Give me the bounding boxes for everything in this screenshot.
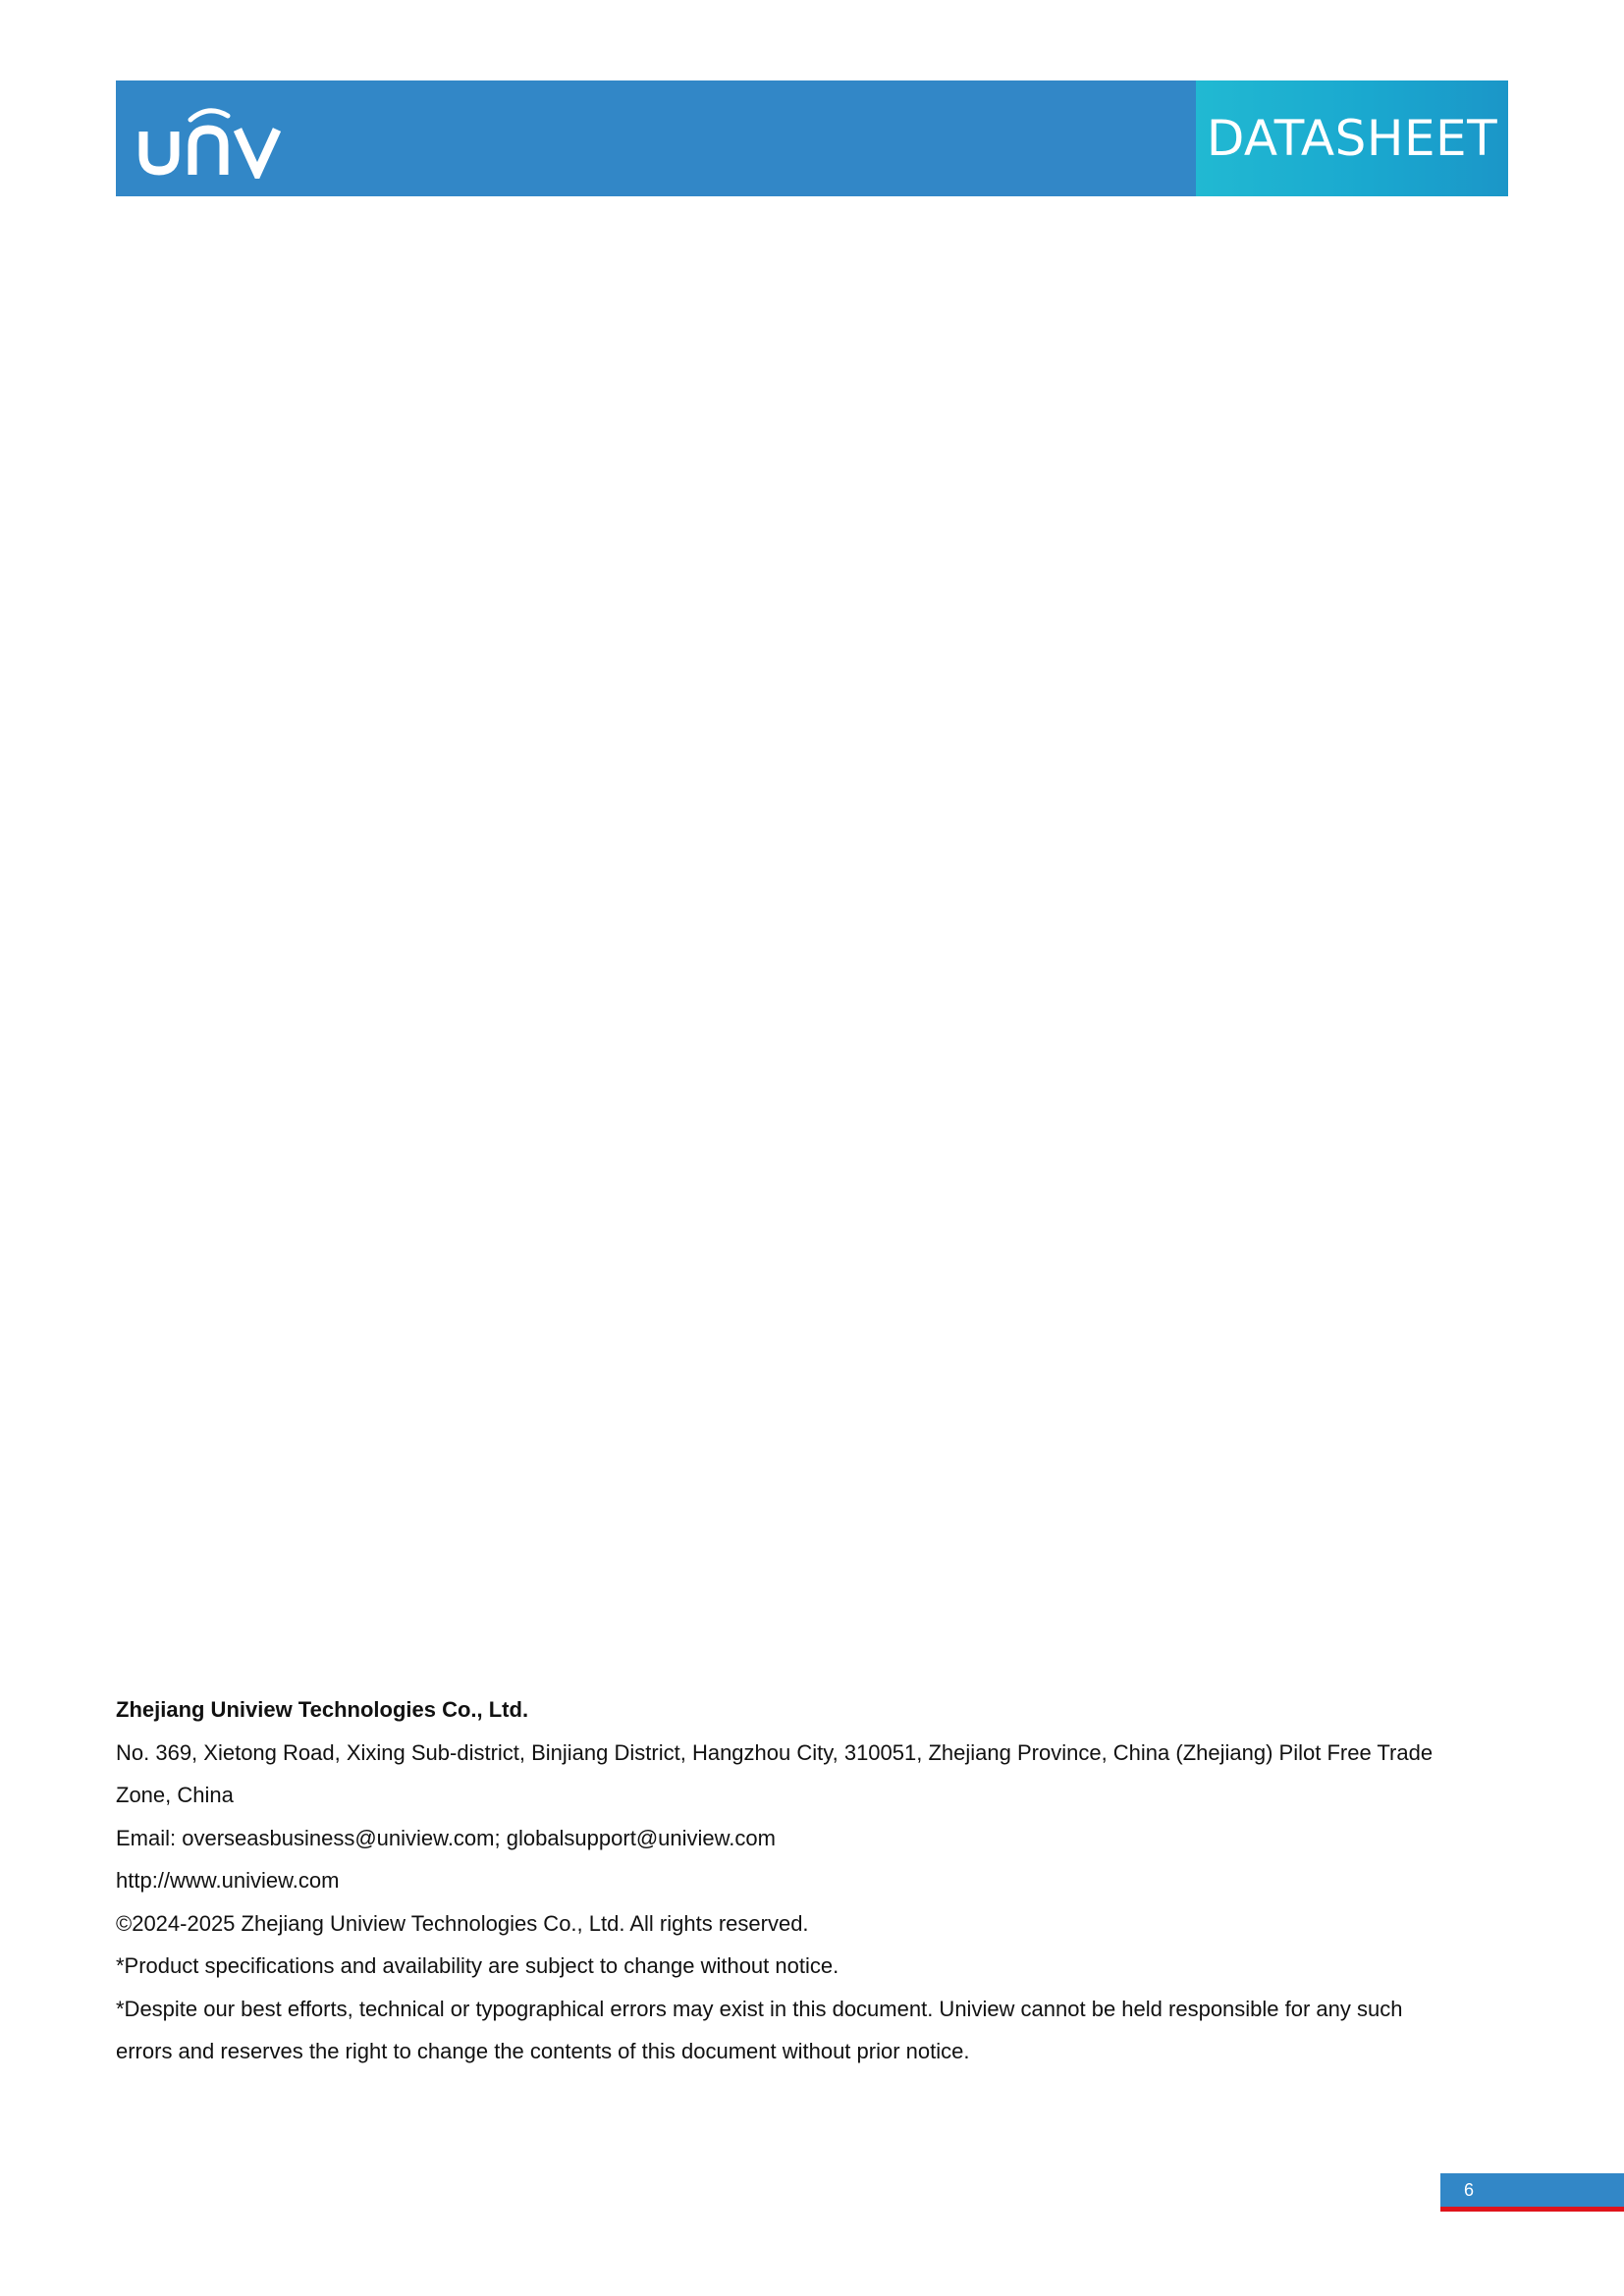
contact-email: Email: overseasbusiness@uniview.com; globalsupport@uniview.com [116,1825,776,1850]
page-number-tab [1440,2173,1624,2212]
datasheet-label: DATASHEET [1206,110,1498,167]
copyright-notice: ©2024-2025 Zhejiang Uniview Technologies Co., Ltd. All rights reserved. [116,1910,809,1936]
address-line-1: No. 369, Xietong Road, Xixing Sub-district, Binjiang District, Hangzhou City, 310051, Zhejiang Province, China (Zhejiang) Pilot Free Trade [116,1739,1434,1765]
header-band [116,80,1508,196]
company-name: Zhejiang Uniview Technologies Co., Ltd. [116,1697,529,1722]
address-line-2: Zone, China [116,1783,234,1807]
page-number: 6 [1464,2180,1475,2200]
company-footer [116,1688,1510,2073]
disclaimer-line-1: *Despite our best efforts, technical or typographical errors may exist in this document. Uniview cannot be held responsible for any such [116,1996,1403,2021]
disclaimer-line-2: errors and reserves the right to change the contents of this document without prior notice. [116,2039,970,2063]
website-link[interactable]: http://www.uniview.com [116,1868,340,1893]
datasheet-badge [1196,80,1508,196]
spec-change-notice: *Product specifications and availability are subject to change without notice. [116,1953,839,1978]
unv-logo [137,102,285,179]
